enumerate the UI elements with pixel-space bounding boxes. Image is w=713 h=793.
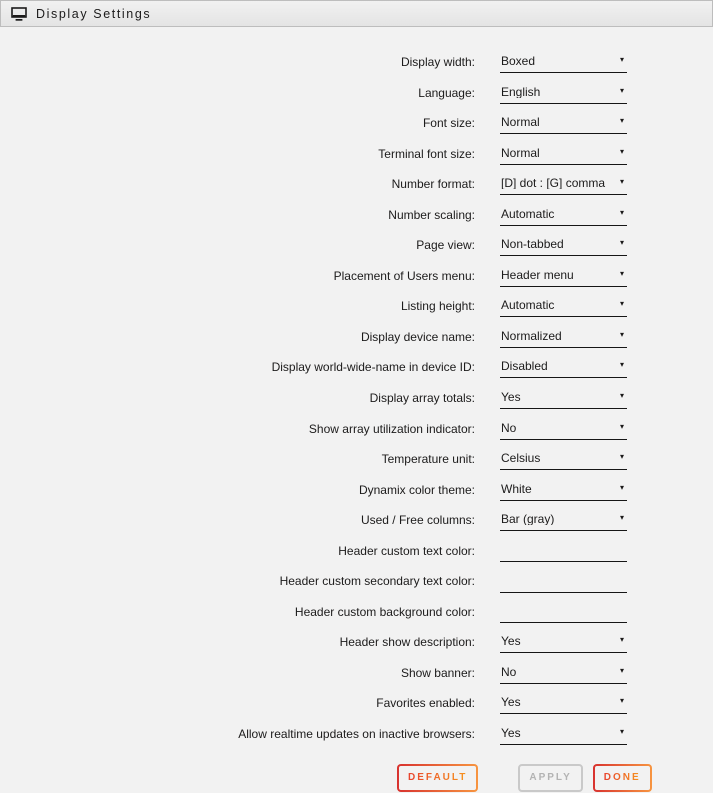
field-label: Listing height:: [400, 299, 475, 314]
field-label: Page view:: [416, 238, 475, 253]
dropdown-arrow-icon: ▾: [619, 116, 624, 126]
field-control: [500, 449, 627, 470]
field-label: Display device name:: [360, 329, 475, 344]
field-label: Show banner:: [400, 665, 475, 680]
done-button[interactable]: [593, 764, 652, 792]
select-used-free-columns[interactable]: [500, 511, 627, 531]
titlebar: [0, 0, 713, 27]
dropdown-arrow-icon: ▾: [619, 55, 624, 64]
select-number-format[interactable]: [500, 175, 627, 195]
page-title: Display Settings: [36, 6, 152, 21]
form-row: [0, 663, 713, 694]
form-row: [0, 235, 713, 266]
dropdown-arrow-icon: ▾: [619, 696, 624, 706]
form-row: [0, 419, 713, 450]
field-control: [500, 693, 627, 714]
field-control: [500, 205, 627, 226]
button-bar: [397, 764, 713, 792]
select-font-size[interactable]: [500, 114, 627, 134]
field-control: [500, 357, 627, 378]
dropdown-arrow-icon: ▾: [619, 452, 624, 462]
select-allow-realtime-updates[interactable]: [500, 725, 627, 745]
display-icon: [11, 7, 27, 21]
field-label: Allow realtime updates on inactive browsers:: [238, 727, 475, 742]
field-label: Language:: [418, 85, 475, 100]
form-row: [0, 205, 713, 236]
field-control: [500, 724, 627, 745]
field-control: [500, 632, 627, 653]
select-users-menu-placement[interactable]: [500, 267, 627, 287]
field-control: [500, 663, 627, 684]
select-language[interactable]: [500, 84, 627, 104]
input-header-custom-background-color[interactable]: [500, 603, 627, 623]
dropdown-arrow-icon: ▾: [619, 177, 624, 187]
form-row: [0, 83, 713, 114]
field-label: Placement of Users menu:: [333, 268, 475, 283]
field-label: Font size:: [422, 116, 475, 131]
select-number-scaling[interactable]: [500, 206, 627, 226]
form-row: [0, 113, 713, 144]
dropdown-arrow-icon: ▾: [619, 207, 624, 217]
select-favorites-enabled[interactable]: [500, 694, 627, 714]
field-control: [500, 52, 627, 73]
dropdown-arrow-icon: ▾: [619, 85, 624, 95]
field-control: [500, 144, 627, 165]
dropdown-arrow-icon: ▾: [619, 360, 624, 370]
dropdown-arrow-icon: ▾: [619, 146, 624, 156]
field-control: [500, 571, 627, 593]
form-row: [0, 388, 713, 419]
dropdown-arrow-icon: ▾: [619, 482, 624, 492]
select-display-array-totals[interactable]: [500, 389, 627, 409]
input-header-custom-secondary-text-color[interactable]: [500, 573, 627, 593]
field-control: [500, 541, 627, 563]
dropdown-arrow-icon: ▾: [619, 635, 624, 645]
select-show-banner[interactable]: [500, 664, 627, 684]
field-label: Terminal font size:: [378, 146, 475, 161]
field-control: [500, 419, 627, 440]
default-button[interactable]: [397, 764, 478, 792]
dropdown-arrow-icon: ▾: [619, 299, 624, 309]
select-dynamix-color-theme[interactable]: [500, 481, 627, 501]
form-row: [0, 632, 713, 663]
field-label: Display array totals:: [369, 391, 475, 406]
field-control: [500, 480, 627, 501]
field-label: Show array utilization indicator:: [308, 421, 475, 436]
dropdown-arrow-icon: ▾: [619, 421, 624, 431]
field-control: [500, 113, 627, 134]
form-row: [0, 296, 713, 327]
form-row: [0, 357, 713, 388]
field-label: Header show description:: [339, 635, 475, 650]
form-row: [0, 449, 713, 480]
field-label: Header custom text color:: [338, 543, 475, 558]
form-row: [0, 144, 713, 175]
select-page-view[interactable]: [500, 236, 627, 256]
field-label: Dynamix color theme:: [358, 482, 475, 497]
field-label: Display width:: [400, 55, 475, 69]
field-label: Temperature unit:: [381, 452, 475, 467]
field-control: [500, 174, 627, 195]
field-label: Header custom secondary text color:: [279, 574, 475, 589]
form-row: [0, 510, 713, 541]
display-settings-form: [0, 27, 713, 755]
field-control: [500, 327, 627, 348]
dropdown-arrow-icon: ▾: [619, 727, 624, 737]
select-display-wwn-in-device-id[interactable]: [500, 358, 627, 378]
done-button-label: DONE: [603, 771, 641, 783]
default-button-label: DEFAULT: [408, 771, 468, 783]
select-terminal-font-size[interactable]: [500, 145, 627, 165]
field-control: [500, 602, 627, 624]
field-control: [500, 296, 627, 317]
dropdown-arrow-icon: ▾: [619, 513, 624, 523]
form-row: [0, 266, 713, 297]
field-label: Used / Free columns:: [360, 513, 475, 528]
form-row: [0, 327, 713, 358]
field-label: Favorites enabled:: [376, 696, 475, 711]
field-label: Number scaling:: [388, 207, 475, 222]
input-header-custom-text-color[interactable]: [500, 542, 627, 562]
dropdown-arrow-icon: ▾: [619, 329, 624, 339]
apply-button[interactable]: [518, 764, 582, 792]
dropdown-arrow-icon: ▾: [619, 391, 624, 401]
form-row: [0, 174, 713, 205]
select-display-width[interactable]: [500, 53, 627, 73]
field-label: Number format:: [391, 177, 475, 192]
dropdown-arrow-icon: ▾: [619, 238, 624, 248]
select-listing-height[interactable]: [500, 297, 627, 317]
field-control: [500, 235, 627, 256]
field-label: Display world-wide-name in device ID:: [271, 360, 475, 375]
field-control: [500, 83, 627, 104]
apply-button-label: APPLY: [529, 771, 572, 783]
field-control: [500, 510, 627, 531]
field-control: [500, 388, 627, 409]
form-row: [0, 52, 713, 83]
form-row: [0, 541, 713, 572]
form-row: [0, 693, 713, 724]
select-header-show-description[interactable]: [500, 633, 627, 653]
dropdown-arrow-icon: ▾: [619, 268, 624, 278]
form-row: [0, 724, 713, 755]
select-display-device-name[interactable]: [500, 328, 627, 348]
form-row: [0, 602, 713, 633]
select-show-array-utilization-indicator[interactable]: [500, 420, 627, 440]
form-row: [0, 480, 713, 511]
form-row: [0, 571, 713, 602]
field-label: Header custom background color:: [294, 604, 475, 619]
select-temperature-unit[interactable]: [500, 450, 627, 470]
dropdown-arrow-icon: ▾: [619, 665, 624, 675]
field-control: [500, 266, 627, 287]
